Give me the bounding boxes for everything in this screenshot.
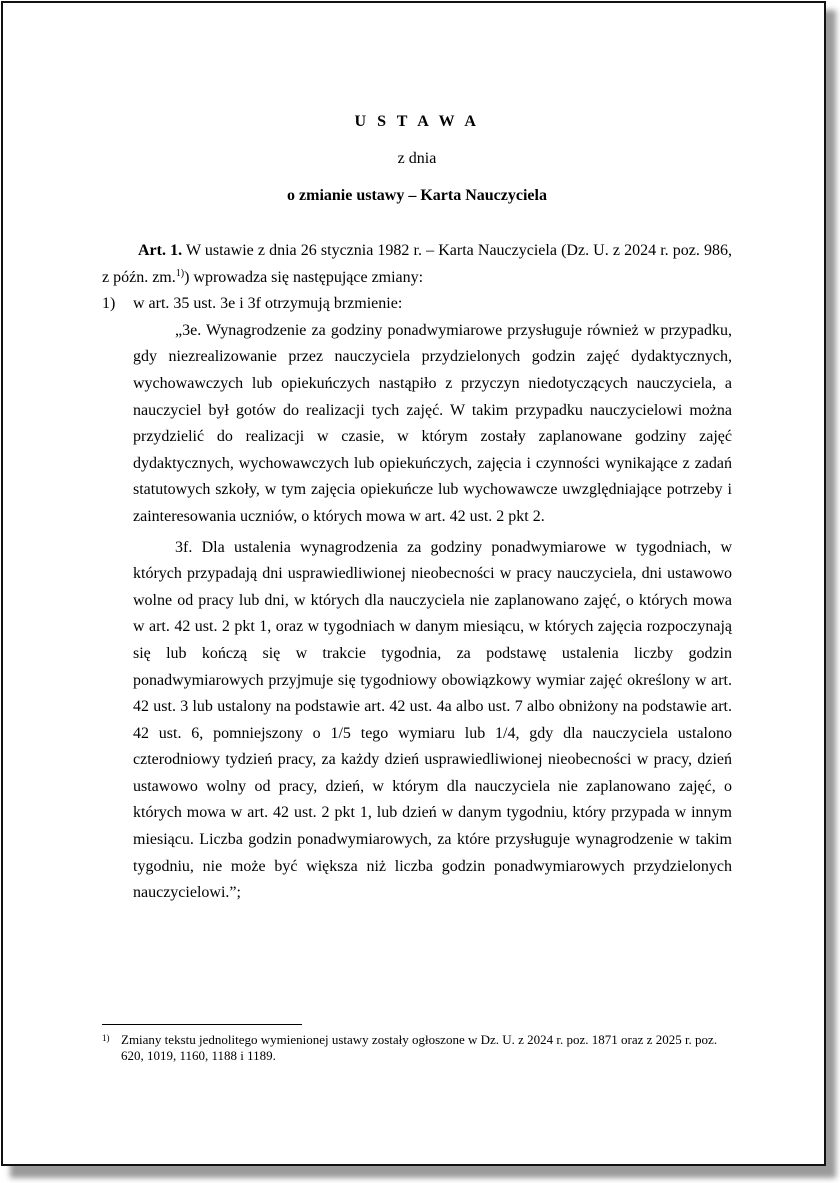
article-label: Art. 1.: [138, 242, 183, 259]
article-1-intro: [102, 238, 732, 291]
document-page: [1, 1, 826, 1166]
article-intro-text: W ustawie z dnia 26 stycznia 1982 r. – Karta Nauczyciela (Dz. U. z 2024 r. poz. 986, z późn. zm.: [102, 242, 733, 286]
act-date-line: z dnia: [397, 150, 437, 167]
act-subject: o zmianie ustawy – Karta Nauczyciela: [287, 187, 547, 204]
footnote-reference[interactable]: 1): [175, 267, 185, 279]
article-intro-text-end: ) wprowadza się następujące zmiany:: [184, 268, 424, 286]
quoted-paragraph-3f: 3f. Dla ustalenia wynagrodzenia za godziny ponadwymiarowe w tygodniach, w których przypadają dni usprawiedliwionej nieobecności w pracy nauczyciela, dni ustawowo wolne od pracy lub dni, w których dla nauczyciela nie zaplanowano zajęć, o których mowa w art. 42 ust. 2 pkt 1, oraz w tygodniach w danym miesiącu, w których zajęcia rozpoczynają się lub kończą się w trakcie tygodnia, za podstawę ustalenia liczby godzin ponadwymiarowych przyjmuje się tygodniowy obowiązkowy wymiar zajęć określony w art. 42 ust. 3 lub ustalony na podstawie art. 42 ust. 4a albo ust. 7 albo obniżony na podstawie art. 42 ust. 6, pomniejszony o 1/5 tego wymiaru lub 1/4, gdy dla nauczyciela ustalono czterodniowy tydzień pracy, za każdy dzień usprawiedliwionej nieobecności w pracy, dzień ustawowo wolny od pracy, dzień, w którym dla nauczyciela nie zaplanowano zajęć, o których mowa w art. 42 ust. 2 pkt 1, lub dzień w danym tygodniu, który przypada w innym miesiącu. Liczba godzin ponadwymiarowych, za które przysługuje wynagrodzenie w takim tygodniu, nie może być większa niż liczba godzin ponadwymiarowych przydzielonych nauczycielowi.”;: [133, 538, 732, 902]
footnote-separator: [102, 1024, 302, 1025]
item-number: 1): [102, 295, 116, 313]
footnote-marker: 1): [102, 1033, 110, 1043]
footnote-text: Zmiany tekstu jednolitego wymienionej ustawy zostały ogłoszone w Dz. U. z 2024 r. poz. 1871 oraz z 2025 r. poz. 620, 1019, 1160, 1188 i 1189.: [121, 1032, 718, 1063]
footnote: [102, 1032, 732, 1064]
item-text: w art. 35 ust. 3e i 3f otrzymują brzmienie:: [133, 295, 403, 313]
act-body: [102, 238, 732, 907]
quoted-paragraph-3e: „3e. Wynagrodzenie za godziny ponadwymiarowe przysługuje również w przypadku, gdy niezrealizowanie przez nauczyciela przydzielonych godzin zajęć dydaktycznych, wychowawczych lub opiekuńczych nastąpiło z przyczyn niedotyczących nauczyciela, a nauczyciel był gotów do realizacji tych zajęć. W takim przypadku nauczycielowi można przydzielić do realizacji w czasie, w którym zostały zaplanowane godziny zajęć dydaktycznych, wychowawczych lub opiekuńczych, zajęcia i czynności wynikające z zadań statutowych szkoły, w tym zajęcia opiekuńcze lub wychowawcze uwzględniające potrzeby i zainteresowania uczniów, o których mowa w art. 42 ust. 2 pkt 2.: [133, 321, 732, 525]
amendment-item: [102, 291, 732, 318]
act-heading: U S T A W A: [354, 113, 480, 130]
